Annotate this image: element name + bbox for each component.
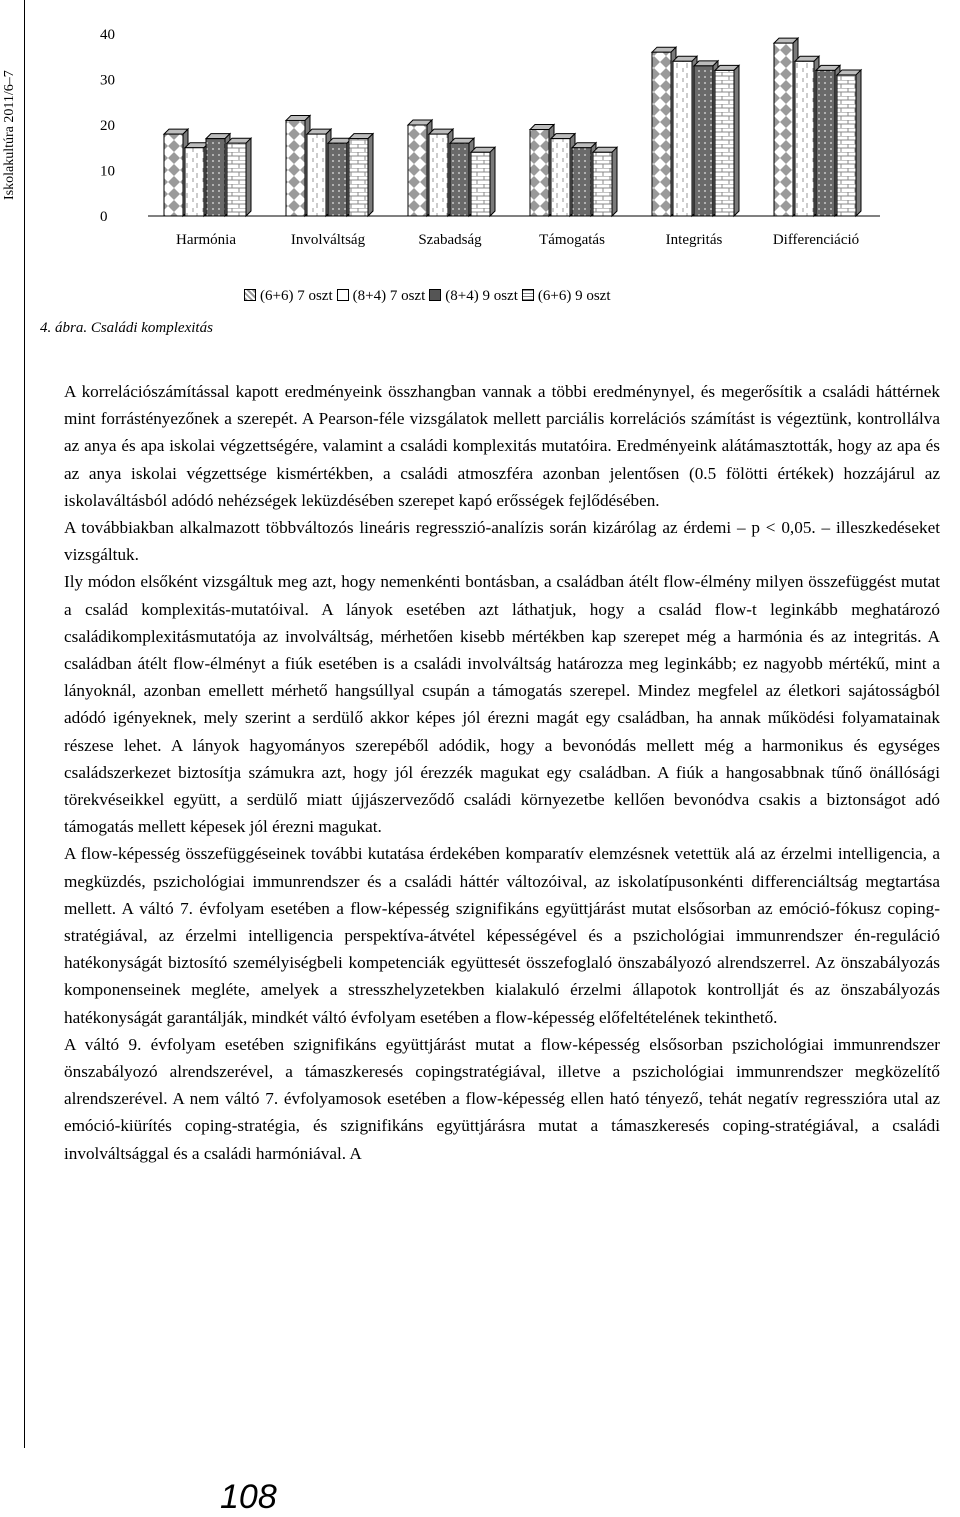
bar xyxy=(227,138,251,216)
bar xyxy=(530,125,554,216)
y-tick-label: 30 xyxy=(100,72,115,89)
bar xyxy=(185,143,209,216)
legend-entry xyxy=(337,288,426,305)
legend-label: (8+4) 7 oszt xyxy=(352,288,426,304)
legend-entry xyxy=(522,288,611,305)
bar xyxy=(652,47,676,216)
y-tick-label: 40 xyxy=(100,27,115,43)
bar xyxy=(206,134,230,216)
bar-chart xyxy=(60,8,880,283)
bar xyxy=(164,129,188,216)
running-head-text: Iskolakultúra 2011/6–7 xyxy=(2,70,17,200)
legend-swatch xyxy=(244,289,256,301)
legend-label: (6+6) 9 oszt xyxy=(537,288,611,304)
running-head xyxy=(0,0,24,220)
legend-swatch xyxy=(429,289,441,301)
bar xyxy=(328,138,352,216)
y-tick-label: 20 xyxy=(100,118,115,134)
x-tick-label: Szabadság xyxy=(418,232,482,248)
bar xyxy=(816,65,840,216)
legend-entry xyxy=(244,288,333,305)
paragraph: A korrelációszámítással kapott eredményeink összhangban vannak a többi eredménynyel, és megerősítik a családi háttérnek mint forrástényezőnek a szerepét. A Pearson-féle vizsgálatok mellett parciális korrelációs számítást is végeztünk, kontrollálva az anya és apa iskolai végzettségére, valamint a családi komplexitás mutatóira. Eredményeink alátámasztották, hogy az apa és az anya iskolai végzettsége kismértékben, a családi atmoszféra azonban jelentősen (0.5 fölötti értékek) hozzájárul az iskolaváltásból adódó nehézségek leküzdésében szerepet kapó erősségek fejlődésében. xyxy=(64,382,940,510)
chart-floor xyxy=(148,202,880,216)
bar xyxy=(551,134,575,216)
margin-rule xyxy=(24,0,25,1448)
legend-label: (6+6) 7 oszt xyxy=(260,288,333,304)
legend-label: (8+4) 9 oszt xyxy=(445,288,518,304)
y-tick-label: 0 xyxy=(100,209,108,225)
legend-swatch xyxy=(522,289,534,301)
chart-legend xyxy=(244,288,615,305)
bar xyxy=(572,143,596,216)
bar xyxy=(715,65,739,216)
bar xyxy=(694,61,718,216)
bar xyxy=(774,38,798,216)
paragraph: A továbbiakban alkalmazott többváltozós lineáris regresszió-analízis során kizárólag az érdemi – p < 0,05. – illeszkedéseket vizsgáltuk. xyxy=(64,518,940,565)
body-text xyxy=(64,378,940,1167)
bar xyxy=(471,147,495,216)
figure-caption: 4. ábra. Családi komplexitás xyxy=(40,320,213,336)
x-tick-label: Támogatás xyxy=(539,232,605,248)
bar xyxy=(429,129,453,216)
bar xyxy=(286,115,310,216)
legend-entry xyxy=(429,288,518,305)
x-tick-label: Integritás xyxy=(665,232,723,248)
paragraph: A flow-képesség összefüggéseinek további kutatása érdekében komparatív elemzésnek vetettük alá az érzelmi intelligencia, a megküzdés, pszichológiai immunrendszer és a családi háttér változóival, az iskolatípusonkénti differenciáltság megtartása mellett. A váltó 7. évfolyam esetében a flow-képesség szignifikáns együttjárást mutat elsősorban az emóció-fókusz coping-stratégiával, az érzelmi intelligencia perspektíva-átvétel képességével és a pszichológiai immunrendszer én-reguláció hatékonyságát biztosító személyiségbeli kompetenciák együttesét összefoglaló önszabályozó alrendszerrel. Az önszabályozás komponenseinek megléte, amelyek a stresszhelyzetekben kialakuló érzelmi állapotok kontrollját és az önszabályozás hatékonyságát garantálják, mindkét váltó évfolyam esetében a flow-képesség előfeltételének tekinthető. xyxy=(64,844,940,1027)
bar xyxy=(450,138,474,216)
x-tick-label: Involváltság xyxy=(290,232,366,248)
bar xyxy=(673,56,697,216)
x-tick-label: Harmónia xyxy=(176,232,236,248)
bar xyxy=(349,134,373,216)
y-tick-label: 10 xyxy=(100,163,115,180)
bar xyxy=(837,70,861,216)
x-tick-label: Differenciáció xyxy=(772,232,860,248)
legend-swatch xyxy=(337,289,349,301)
bar xyxy=(593,147,617,216)
paragraph: A váltó 9. évfolyam esetében szignifikáns együttjárást mutat a flow-képesség elsősorban pszichológiai immunrendszer önszabályozó alrendszerével, a támaszkeresés copingstratégiával, illetve a pszichológiai immunrendszer megközelítő alrendszerével. A nem váltó 7. évfolyamosok esetében a flow-képesség ellen ható tényező, tehát negatív regresszióra utal az emóció-kiürítés coping-stratégia, és szignifikáns együttjárásra mutat a támaszkeresés coping-stratégiával, a családi involváltsággal és a családi harmóniával. A xyxy=(64,1034,940,1163)
bar xyxy=(307,129,331,216)
page-number: 108 xyxy=(220,1478,277,1516)
paragraph: Ily módon elsőként vizsgáltuk meg azt, hogy nemenkénti bontásban, a családban átélt flow-élmény milyen összefüggést mutat a család komplexitás-mutatóival. A lányok esetében azt láthatjuk, hogy a család flow-t leginkább meghatározó családikomplexitásmutatója az involváltság, mérhetően kisebb mértékben kap szerepet még a harmónia és az integritás. A családban átélt flow-élményt a fiúk esetében is a családi involváltság határozza meg leginkább; ez nagyobb mértékű, mint a lányoknál, azonban emellett mérhető hangsúllyal csupán a támogatás szerepel. Mindez megfelel az életkori sajátosságból adódó igényeknek, mely szerint a serdülő akkor képes jól érezni magát egy családban, ha annak működési folyamatainak részese lehet. A lányok hagyományos szerepéből adódik, hogy a bevonódás mellett még a harmonikus és egységes családszerkezet biztosítja számukra azt, hogy jól érezzék magukat egy családban. A fiúk a hangosabbnak tűnő önállósági törekvéseikkel együtt, a serdülő miatt újjászerveződő családi környezetbe kellően bevonódva csakis a biztonságot adó támogatás mellett képesek jól érezni magukat. xyxy=(64,572,940,837)
bar xyxy=(795,56,819,216)
